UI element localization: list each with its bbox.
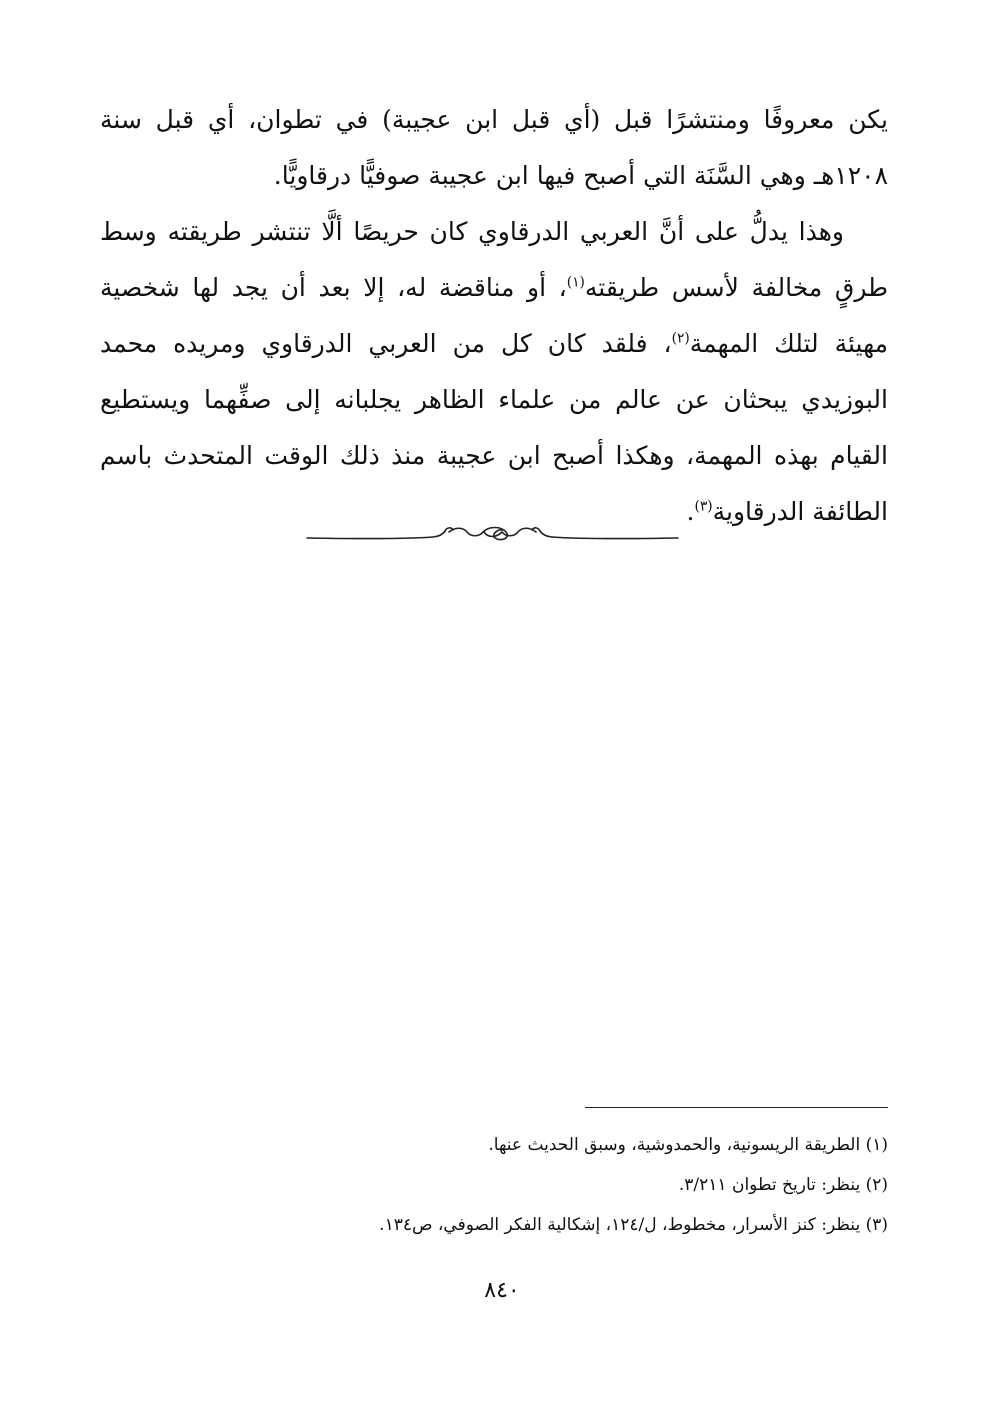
paragraph-2 <box>100 204 888 540</box>
paragraph-2-end: . <box>686 497 695 526</box>
paragraph-2-part-1: وهذا يدلُّ على أنَّ العربي الدرقاوي كان حريصًا ألَّا تنتشر طريقته وسط طرقٍ مخالفة لأسس طريقته <box>100 217 889 302</box>
footnote-marker-2[interactable]: (٢) <box>671 330 690 347</box>
footnote-marker-3[interactable]: (٣) <box>694 498 713 515</box>
footnote-1: (١) الطريقة الريسونية، والحمدوشية، وسبق الحديث عنها. <box>488 1135 888 1155</box>
decorative-separator-ornament <box>305 518 680 554</box>
paragraph-1-text: يكن معروفًا ومنتشرًا قبل (أي قبل ابن عجيبة) في تطوان، أي قبل سنة ١٢٠٨هـ وهي السَّنَة التي أصبح فيها ابن عجيبة صوفيًّا درقاويًّا. <box>100 105 888 190</box>
paragraph-2-part-2: ، أو مناقضة له، إلا بعد أن يجد لها شخصية مهيئة لتلك المهمة <box>100 273 888 358</box>
footnote-3: (٣) ينظر: كنز الأسرار، مخطوط، ل/١٢٤، إشكالية الفكر الصوفي، ص١٣٤. <box>379 1215 888 1235</box>
main-text <box>100 92 888 540</box>
footnote-separator-line <box>585 1107 888 1108</box>
paragraph-2-part-3: ، فلقد كان كل من العربي الدرقاوي ومريده محمد البوزيدي يبحثان عن عالم من علماء الظاهر يجلبانه إلى صفِّهما ويستطيع القيام بهذه المهمة، وهكذا أصبح ابن عجيبة منذ ذلك الوقت المتحدث باسم الطائفة الدرقاوية <box>100 329 888 526</box>
footnotes <box>128 1125 888 1245</box>
paragraph-1 <box>100 92 888 204</box>
footnote-2: (٢) ينظر: تاريخ تطوان ٣/٢١١. <box>678 1175 888 1195</box>
page-number: ٨٤٠ <box>484 1278 520 1303</box>
footnote-marker-1[interactable]: (١) <box>566 274 585 291</box>
